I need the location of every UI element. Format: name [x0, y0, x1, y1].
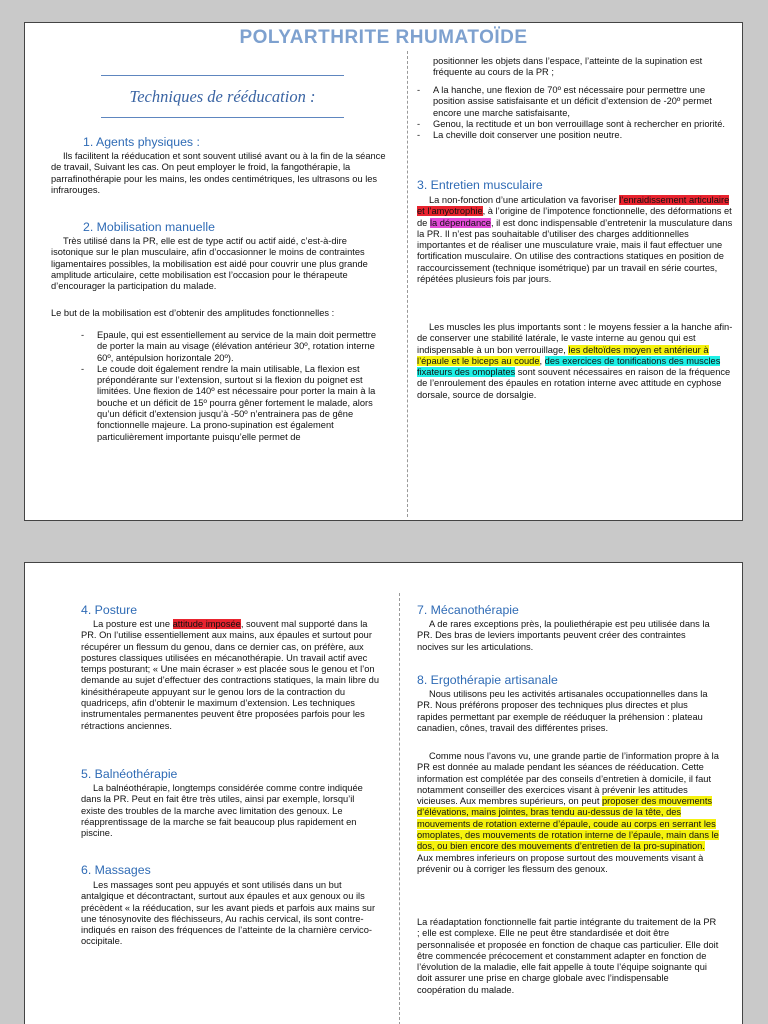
- heading-agents-physiques: 1. Agents physiques :: [83, 135, 200, 149]
- heading-entretien-musculaire: 3. Entretien musculaire: [417, 178, 543, 192]
- document-title: POLYARTHRITE RHUMATOÏDE: [239, 27, 528, 48]
- highlight-yellow: les deltoïdes moyen et antérieur à l’épaule et le biceps au coude: [417, 344, 709, 366]
- highlight-red: attitude imposée: [172, 619, 241, 629]
- list-amplitudes-continued: [417, 85, 727, 141]
- page2-right-column: [417, 563, 737, 1024]
- para-ergotherapie-2: [417, 751, 719, 875]
- page1-left-column: [25, 23, 395, 520]
- subtitle: Techniques de rééducation :: [129, 87, 316, 106]
- text-run: La non-fonction d’une articulation va favoriser: [429, 195, 620, 205]
- para-mobilisation: Très utilisé dans la PR, elle est de type actif ou actif aidé, c’est-à-dire isotonique sur le plan musculaire, afin d’occasionner le moins de contraintes ligamentaires possibles, la mobilisation est aidé pour couvrir une plus grande amplitude articulaire, cette mobilisation est l’occasion pour le thérapeute d’encourager la participation du malade.: [51, 236, 368, 292]
- highlight-magenta: la dépendance: [429, 217, 491, 228]
- highlight-yellow: proposer des mouvements d’élévations, mains jointes, bras tendu au-dessus de la tête, des mouvements de rotation externe d’épaule, coude au corps en serrant les omoplates, des mouvements de rotation interne de l’épaule, main dans le dos, ou bien encore des mouvements d’entretien de la pro-supination.: [417, 796, 719, 852]
- para-agents-physiques: Ils facilitent la rééducation et sont souvent utilisé avant ou à la fin de la séance de travail, Suivant les cas. On peut employer le froid, la fangothérapie, la parrafinothérapie pour les mains, les ondes centimétriques, les ultrasons ou les infrarouges.: [51, 151, 386, 195]
- text-run: , à l’origine de l’impotence fonctionnelle, des déformations et de: [417, 206, 732, 228]
- text-run: sont souvent nécessaires en raison de la fréquence de l’enroulement des épaules en rotation interne avec attitude en cyphose dorsale, source de dorsalgie.: [417, 367, 731, 400]
- subtitle-box: [101, 75, 344, 118]
- heading-mecanotherapie: 7. Mécanothérapie: [417, 603, 519, 617]
- list-item: [81, 330, 383, 364]
- text-run: ,: [539, 355, 545, 366]
- list-item: [81, 364, 383, 443]
- text-run: La posture est une: [93, 619, 173, 629]
- list-item-text: Epaule, qui est essentiellement au service de la main doit permettre de porter la main au visage (élévation antérieur 30º, rotation interne 60º, antépulsion horizontale 20º).: [97, 330, 377, 363]
- list-item-text: Le coude doit également rendre la main utilisable, La flexion est prépondérante sur l’extension, surtout si la flexion du poignet est limitées. Une flexion de 140º est nécessaire pour porter la main à la bouche et un déficit de 15º pourra gêner fortement le malade, alors qu’un déficit d’extension jusqu’à -50º n’entrainera pas de gêne fonctionnelle majeure. La prono-supination est également particulièrement importante puisqu’elle permet de: [97, 363, 376, 442]
- text-run: Les muscles les plus importants sont : le moyens fessier a la hanche afin-de conserver une stabilité latérale, le vaste interne au genou qui est indispensable à un bon verrouillage,: [417, 322, 733, 355]
- list-dash: -: [81, 330, 85, 340]
- para-entretien-2: [417, 322, 739, 401]
- page1-right-column: [417, 23, 737, 520]
- heading-massages: 6. Massages: [81, 863, 151, 877]
- para-but-mobilisation: Le but de la mobilisation est d’obtenir des amplitudes fonctionnelles :: [51, 308, 335, 318]
- para-posture: [81, 619, 381, 732]
- highlight-red: l’enraidissement articulaire et l’amyotrophie: [417, 195, 730, 217]
- para-entretien-1: [417, 195, 739, 285]
- para-continuation: positionner les objets dans l’espace, l’atteinte de la supination est fréquente au cours de la PR ;: [433, 56, 703, 78]
- para-ergotherapie-1: Nous utilisons peu les activités artisanales occupationnelles dans la PR. Nous préférons proposer des techniques plus directes et plus rapides permettant par exemple de rééduquer la préhension : plateau canadien, cônes, travail des différentes prises.: [417, 689, 708, 733]
- highlight-cyan: des exercices de tonifications des muscles fixateurs des omoplates: [417, 355, 721, 378]
- column-divider: [407, 51, 408, 517]
- list-dash: -: [417, 85, 421, 95]
- heading-ergotherapie: 8. Ergothérapie artisanale: [417, 673, 558, 687]
- document-page-1: [24, 22, 743, 521]
- list-amplitudes: [81, 330, 383, 443]
- text-run: Comme nous l’avons vu, une grande partie de l’information propre à la PR est donnée au malade pendant les séances de rééducation. Cette information est complétée par des conseils d’entretien à domicile, il faut notamment conseiller des exercices visant à prévenir les attitudes vicieuses. Aux membres supérieurs, on peut: [417, 751, 719, 807]
- column-divider: [399, 593, 400, 1024]
- list-item: [417, 119, 727, 130]
- list-dash: -: [417, 118, 421, 129]
- para-balneotherapie: La balnéothérapie, longtemps considérée comme contre indiquée dans la PR. Peut en fait être très utiles, ainsi par exemple, lorsqu’il existe des troubles de la marche avec limitation des genoux. Le réapprentissage de la marche se fait beaucoup plus rapidement en piscine.: [81, 783, 363, 839]
- list-dash: -: [417, 130, 421, 141]
- list-dash: -: [81, 363, 85, 374]
- page2-left-column: [25, 563, 395, 1024]
- para-massages: Les massages sont peu appuyés et sont utilisés dans un but antalgique et décontractant, surtout aux épaules et aux genoux ou ils précèdent « la rééducation, sur les avant pieds et parfois aux mains sur une ténosynovite des fléchisseurs, Au rachis cervical, ils sont contre-indiqués en raison des fréquences de l’atteinte de la charnière cervico-occipitale.: [81, 880, 376, 947]
- list-item: [417, 85, 727, 119]
- document-page-2: [24, 562, 743, 1024]
- para-mecanotherapie: A de rares exceptions près, la pouliethérapie est peu utilisée dans la PR. Des bras de leviers importants peuvent créer des contraintes nocives sur les articulations.: [417, 619, 710, 652]
- list-item-text: A la hanche, une flexion de 70º est nécessaire pour permettre une position assise satisfaisante et un déficit d’extension de -20º permet encore une marche satisfaisante,: [433, 85, 712, 118]
- list-item-text: Genou, la rectitude et un bon verrouillage sont à rechercher en priorité.: [433, 118, 725, 129]
- heading-mobilisation-manuelle: 2. Mobilisation manuelle: [83, 220, 215, 234]
- heading-balneotherapie: 5. Balnéothérapie: [81, 767, 178, 781]
- heading-posture: 4. Posture: [81, 603, 138, 617]
- list-item: [417, 130, 727, 141]
- text-run: , il est donc indispensable d’entretenir la musculature dans la PR. Il n’est pas souhaitable d’utiliser des charges additionnelles importantes et de réaliser une musculature vraie, mais il faut effectuer une fortification musculaire. On utilise des contractions statiques en position de raccourcissement (technique isométrique) par un travail en série courtes, répétées plusieurs fois par jours.: [417, 217, 733, 285]
- text-run: Aux membres inferieurs on propose surtout des mouvements visant à prévenir ou à corriger les flessum des genoux.: [417, 852, 704, 874]
- para-readaptation: La réadaptation fonctionnelle fait partie intégrante du traitement de la PR ; elle est complexe. Elle ne peut être standardisée et doit être personnalisée et proposée en fonction de chaque cas particulier. Elle doit être commencée précocement et constamment adapter en fonction de l’évolution de la maladie, elle fait appelle à toute l’équipe soignante qui doit assurer une prise en charge globale avec l’indispensable coopération du malade.: [417, 917, 719, 995]
- list-item-text: La cheville doit conserver une position neutre.: [433, 130, 623, 141]
- text-run: , souvent mal supporté dans la PR. On l’utilise essentiellement aux mains, aux épaules et surtout pour récupérer un flessum du genou, dans ce dernier cas, on préfère, aux postures classiques utilisées en mécanothérapie. Un travail actif avec temps posturant; « Une main écraser » est placée sous le genou et l’on demande au sujet d’effectuer des contractions statiques, la main libre du kinésithérapeute appuyant sur le genou lors de la contraction du quadriceps, afin d’obtenir le maximum d’extension. Les techniques instrumentales permanentes peuvent être proposées parfois pour les rétractions anciennes.: [81, 619, 380, 731]
